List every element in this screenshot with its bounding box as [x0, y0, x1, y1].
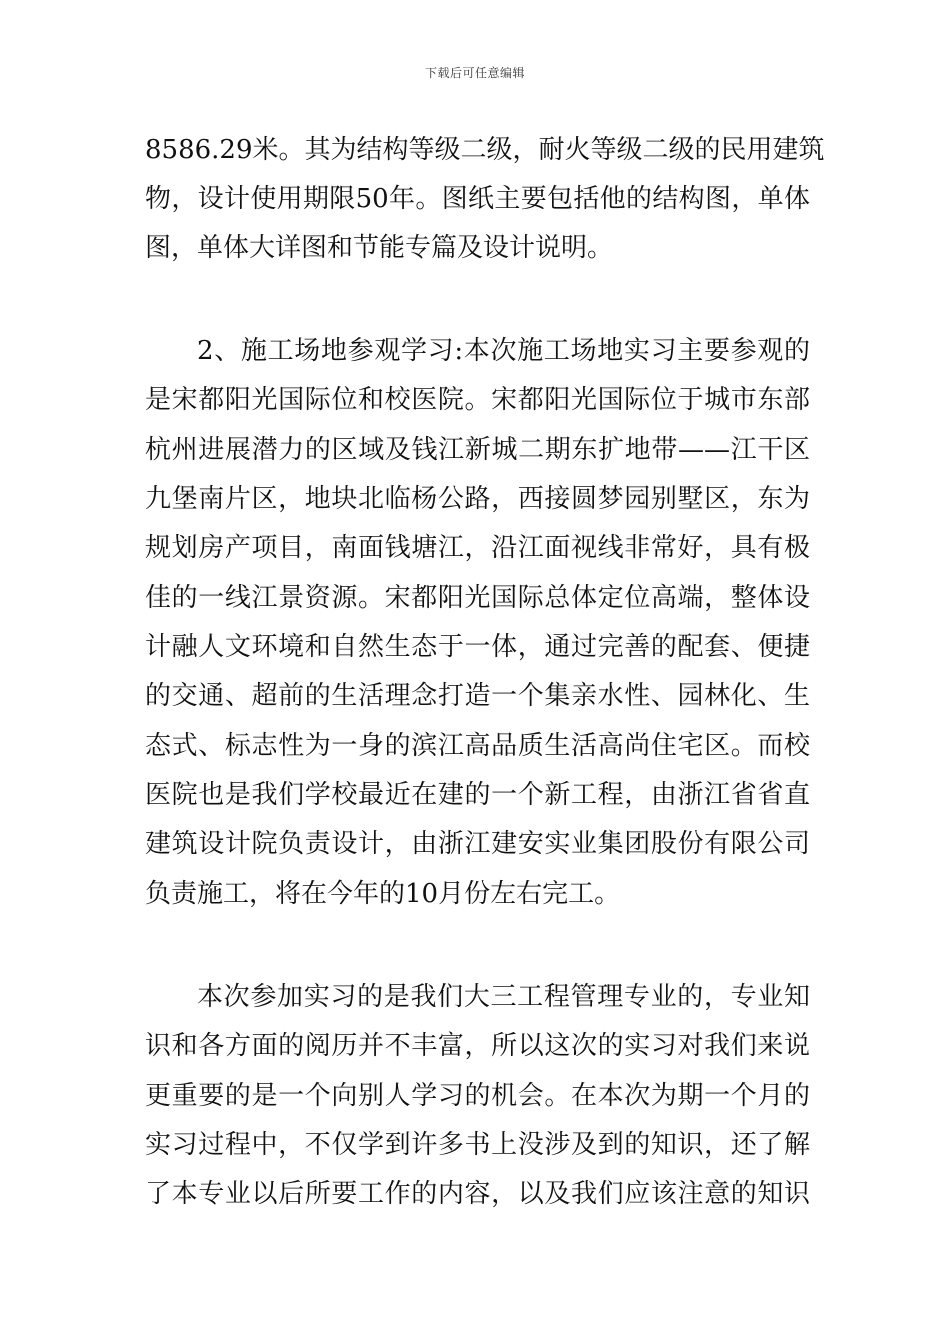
paragraph-line: 2、施工场地参观学习:本次施工场地实习主要参观的: [197, 336, 810, 366]
page-header-note: 下载后可任意编辑: [424, 66, 525, 80]
paragraph-line: 更重要的是一个向别人学习的机会。在本次为期一个月的: [145, 1081, 810, 1111]
paragraph-line: 了本专业以后所要工作的内容，以及我们应该注意的知识: [145, 1179, 810, 1209]
paragraph-line: 负责施工，将在今年的10月份左右完工。: [145, 879, 621, 909]
paragraph-line: 物，设计使用期限50年。图纸主要包括他的结构图，单体: [145, 184, 810, 214]
paragraph-line: 本次参加实习的是我们大三工程管理专业的，专业知: [197, 982, 810, 1012]
paragraph-line: 九堡南片区，地块北临杨公路，西接圆梦园别墅区，东为: [145, 484, 810, 514]
paragraph-line: 识和各方面的阅历并不丰富，所以这次的实习对我们来说: [145, 1031, 810, 1061]
paragraph-line: 医院也是我们学校最近在建的一个新工程，由浙江省省直: [145, 780, 810, 810]
paragraph-line: 建筑设计院负责设计，由浙江建安实业集团股份有限公司: [145, 829, 810, 859]
paragraph-line: 的交通、超前的生活理念打造一个集亲水性、园林化、生: [145, 681, 810, 711]
paragraph-line: 规划房产项目，南面钱塘江，沿江面视线非常好，具有极: [145, 533, 810, 563]
paragraph-line: 佳的一线江景资源。宋都阳光国际总体定位高端，整体设: [145, 583, 810, 613]
paragraph-line: 态式、标志性为一身的滨江高品质生活高尚住宅区。而校: [145, 731, 810, 761]
paragraph-line: 杭州进展潜力的区域及钱江新城二期东扩地带——江干区: [145, 435, 810, 465]
paragraph-line: 实习过程中，不仅学到许多书上没涉及到的知识，还了解: [145, 1130, 810, 1160]
paragraph-line: 是宋都阳光国际位和校医院。宋都阳光国际位于城市东部: [145, 385, 810, 415]
paragraph-line: 8586.29米。其为结构等级二级，耐火等级二级的民用建筑: [145, 135, 825, 165]
paragraph-line: 图，单体大详图和节能专篇及设计说明。: [145, 233, 614, 263]
paragraph-line: 计融人文环境和自然生态于一体，通过完善的配套、便捷: [145, 632, 810, 662]
